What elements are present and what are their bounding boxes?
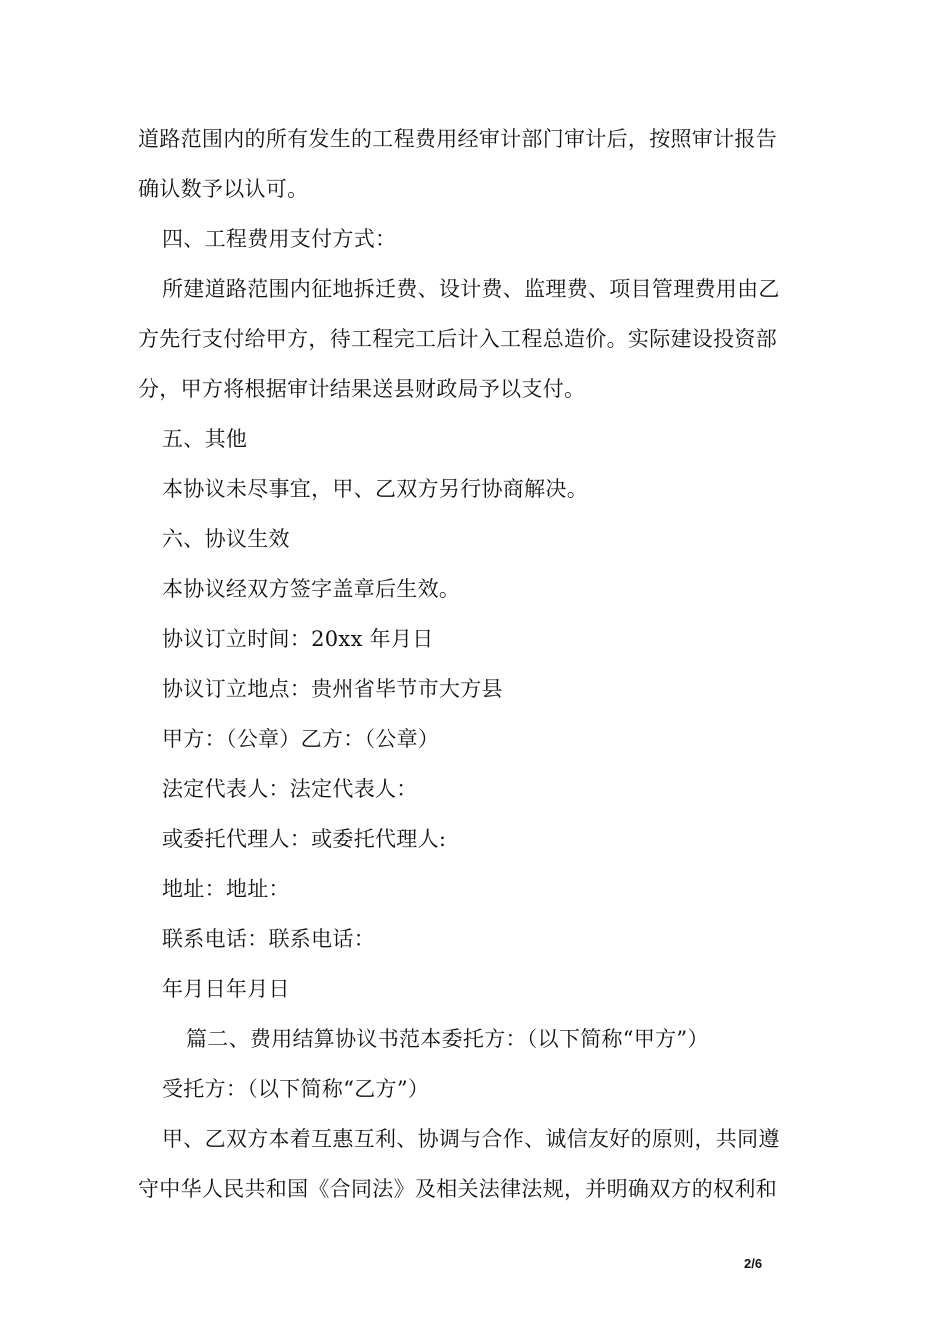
body-text-line: 确认数予以认可。 xyxy=(138,177,309,201)
chapter-heading: 篇二、费用结算协议书范本委托方：（以下简称“甲方”） xyxy=(186,1027,709,1051)
body-text-line: 甲、乙双方本着互惠互利、协调与合作、诚信友好的原则，共同遵 xyxy=(162,1127,780,1151)
address-line: 地址：地址： xyxy=(162,877,290,901)
authorized-agent-line: 或委托代理人：或委托代理人: xyxy=(162,827,447,851)
body-text-line: 本协议未尽事宜，甲、乙双方另行协商解决。 xyxy=(162,477,588,501)
body-text-line: 分，甲方将根据审计结果送县财政局予以支付。 xyxy=(138,377,586,401)
body-text-line: 本协议经双方签字盖章后生效。 xyxy=(162,577,461,601)
legal-representative-line: 法定代表人：法定代表人： xyxy=(162,777,418,801)
party-seal-line: 甲方：（公章）乙方：（公章） xyxy=(162,727,440,751)
agreement-date-line: 协议订立时间：20xx 年月日 xyxy=(162,627,434,651)
body-text-line: 守中华人民共和国《合同法》及相关法律法规，并明确双方的权利和 xyxy=(138,1177,777,1201)
agreement-place-line: 协议订立地点：贵州省毕节市大方县 xyxy=(162,677,503,701)
body-text-line: 所建道路范围内征地拆迁费、设计费、监理费、项目管理费用由乙 xyxy=(162,277,780,301)
body-text-line: 方先行支付给甲方，待工程完工后计入工程总造价。实际建设投资部 xyxy=(138,327,777,351)
body-text-line: 道路范围内的所有发生的工程费用经审计部门审计后，按照审计报告 xyxy=(138,127,777,151)
document-body xyxy=(138,114,813,1214)
section-heading: 四、工程费用支付方式： xyxy=(162,227,397,251)
body-text-line: 受托方：（以下简称“乙方”） xyxy=(162,1077,430,1101)
signature-date-line: 年月日年月日 xyxy=(162,977,290,1001)
section-heading: 五、其他 xyxy=(162,427,248,451)
phone-line: 联系电话：联系电话： xyxy=(162,927,375,951)
section-heading: 六、协议生效 xyxy=(162,527,290,551)
page-number: 2/6 xyxy=(744,1256,763,1271)
